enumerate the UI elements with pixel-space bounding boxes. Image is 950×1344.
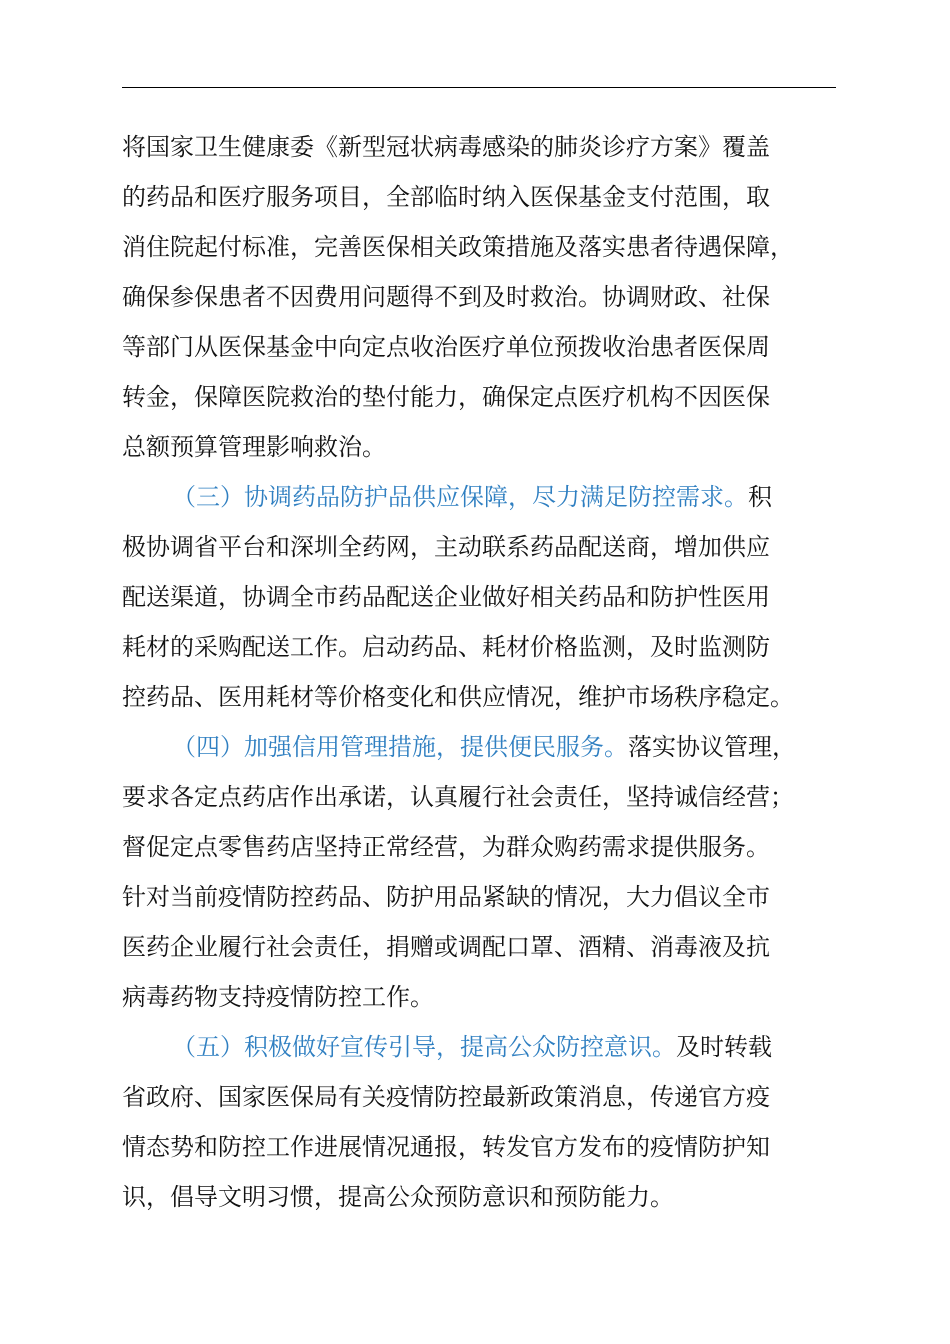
text-line: 病毒药物支持疫情防控工作。 bbox=[122, 983, 434, 1011]
section-heading: （三）协调药品防护品供应保障，尽力满足防控需求。 bbox=[172, 483, 748, 511]
text-line: 控药品、医用耗材等价格变化和供应情况，维护市场秩序稳定。 bbox=[122, 683, 794, 711]
section-text: 及时转载 bbox=[676, 1033, 772, 1061]
text-line: 极协调省平台和深圳全药网，主动联系药品配送商，增加供应 bbox=[122, 533, 770, 561]
section-publicity-guidance bbox=[122, 1022, 842, 1222]
text-line: 等部门从医保基金中向定点收治医疗单位预拨收治患者医保周 bbox=[122, 333, 770, 361]
section-text: 落实协议管理， bbox=[628, 733, 796, 761]
text-line: 针对当前疫情防控药品、防护用品紧缺的情况，大力倡议全市 bbox=[122, 883, 770, 911]
paragraph-medical-insurance bbox=[122, 122, 842, 472]
section-heading: （四）加强信用管理措施，提供便民服务。 bbox=[172, 733, 628, 761]
text-line: 督促定点零售药店坚持正常经营，为群众购药需求提供服务。 bbox=[122, 833, 770, 861]
text-line: 总额预算管理影响救治。 bbox=[122, 433, 386, 461]
text-line: 转金，保障医院救治的垫付能力，确保定点医疗机构不因医保 bbox=[122, 383, 770, 411]
text-line: 要求各定点药店作出承诺，认真履行社会责任，坚持诚信经营； bbox=[122, 783, 794, 811]
text-line: 耗材的采购配送工作。启动药品、耗材价格监测，及时监测防 bbox=[122, 633, 770, 661]
text-line: 省政府、国家医保局有关疫情防控最新政策消息，传递官方疫 bbox=[122, 1083, 770, 1111]
text-line: 识，倡导文明习惯，提高公众预防意识和预防能力。 bbox=[122, 1183, 674, 1211]
text-line: 配送渠道，协调全市药品配送企业做好相关药品和防护性医用 bbox=[122, 583, 770, 611]
section-supply-guarantee bbox=[122, 472, 842, 722]
section-text: 积 bbox=[748, 483, 772, 511]
document-body bbox=[122, 122, 842, 1222]
section-heading: （五）积极做好宣传引导，提高公众防控意识。 bbox=[172, 1033, 676, 1061]
text-line: 医药企业履行社会责任，捐赠或调配口罩、酒精、消毒液及抗 bbox=[122, 933, 770, 961]
section-first-line bbox=[122, 472, 842, 522]
text-line: 确保参保患者不因费用问题得不到及时救治。协调财政、社保 bbox=[122, 283, 770, 311]
section-credit-management bbox=[122, 722, 842, 1022]
text-line: 将国家卫生健康委《新型冠状病毒感染的肺炎诊疗方案》覆盖 bbox=[122, 133, 770, 161]
header-rule bbox=[122, 87, 836, 88]
section-first-line bbox=[122, 1022, 842, 1072]
text-line: 情态势和防控工作进展情况通报，转发官方发布的疫情防护知 bbox=[122, 1133, 770, 1161]
text-line: 消住院起付标准，完善医保相关政策措施及落实患者待遇保障， bbox=[122, 233, 794, 261]
text-line: 的药品和医疗服务项目，全部临时纳入医保基金支付范围，取 bbox=[122, 183, 770, 211]
section-first-line bbox=[122, 722, 842, 772]
